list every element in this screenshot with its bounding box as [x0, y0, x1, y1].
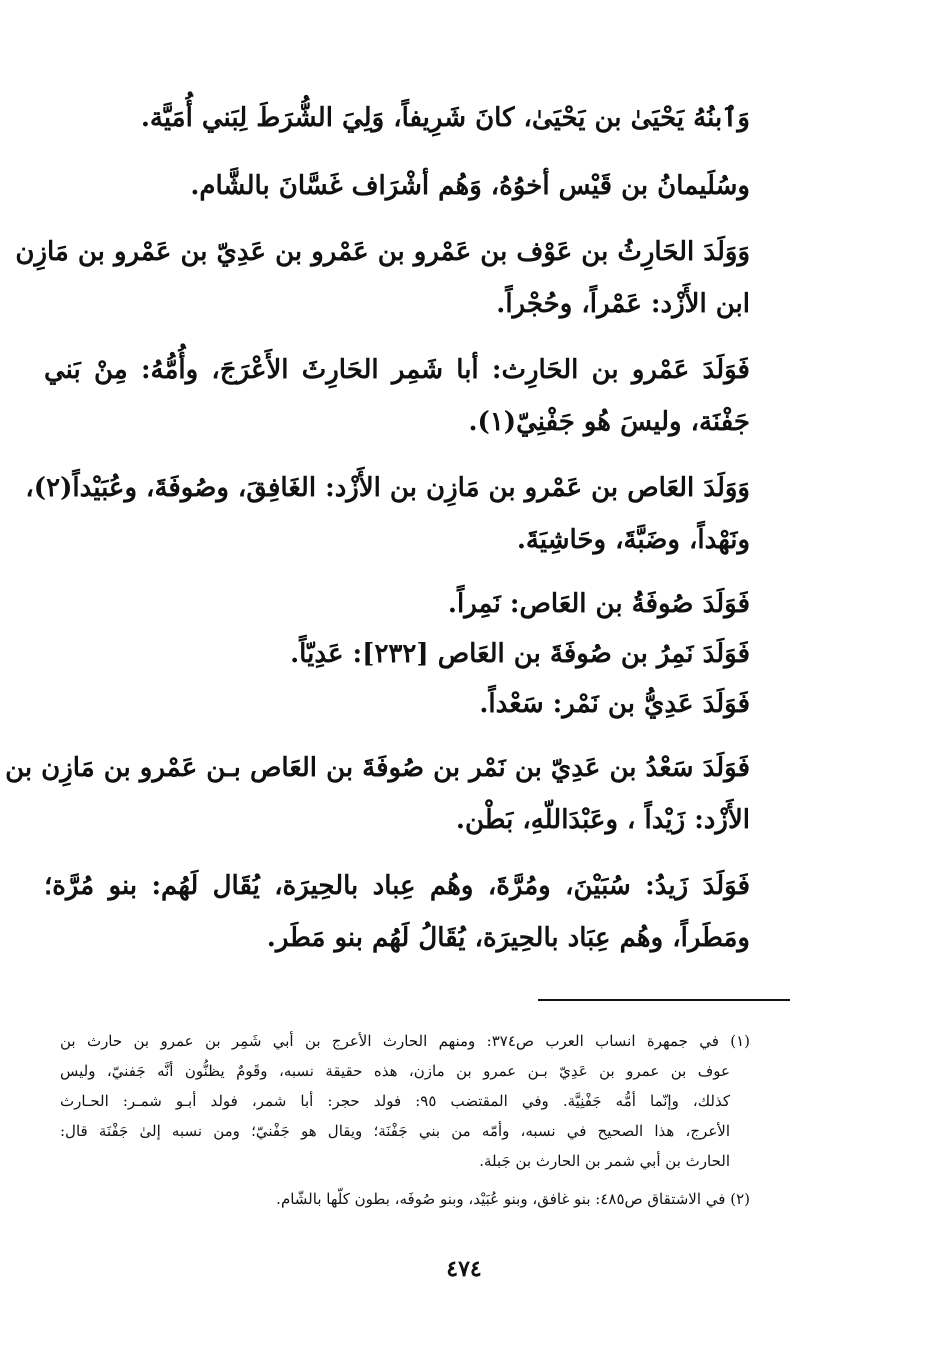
text-line-9: فَوَلَدَ صُوفَةُ بن العَاص: نَمِراً.: [447, 589, 750, 619]
text-line-7: وَوَلَدَ العَاص بن عَمْرو بن مَازِن بن الأَزْد: الغَافِقَ، وصُوفَةَ، وعُبَيْداً(٢)،: [25, 473, 750, 503]
text-line-4: ابن الأَزْد: عَمْراً، وحُجْراً.: [496, 289, 750, 319]
footnote-line-3: كذلك، وإنّما أمُّه جَفْنِيَّة. وفي المقتضب ٩٥: فولد حجر: أبا شمر، فولد أبـو شمـر: الحـارث: [60, 1092, 730, 1110]
text-line-10: فَوَلَدَ نَمِرُ بن صُوفَةَ بن العَاص [٢٣٢]: عَدِيّاً.: [290, 639, 750, 669]
footnote-line-4: الأعرج، هذا الصحيح في نسبه، وأمّه من بني جَفْنَة؛ ويقال هو جَفْنيّ؛ ومن نسبه إلىٰ جَفْنَة قال:: [60, 1122, 730, 1140]
text-line-5: فَوَلَدَ عَمْرو بن الحَارِث: أبا شَمِر الحَارِثَ الأَعْرَجَ، وأُمُّهُ: مِنْ بَني: [44, 355, 750, 385]
text-line-6: جَفْنَة، وليسَ هُو جَفْنِيّ(١).: [468, 407, 750, 437]
text-line-13: الأَزْد: زَيْداً ، وعَبْدَاللّهِ، بَطْن.: [455, 805, 750, 835]
text-line-8: ونَهْداً، وضَبَّةَ، وحَاشِيَةَ.: [516, 525, 750, 555]
text-line-3: وَوَلَدَ الحَارِثُ بن عَوْف بن عَمْرو بن عَمْرو بن عَدِيّ بن عَمْرو بن مَازِن: [15, 237, 750, 267]
text-line-2: وسُلَيمانُ بن قَيْس أخوُهُ، وَهُم أشْرَاف غَسَّانَ بالشَّام.: [190, 171, 750, 201]
text-line-11: فَوَلَدَ عَدِيُّ بن نَمْر: سَعْداً.: [479, 689, 750, 719]
text-line-12: فَوَلَدَ سَعْدُ بن عَدِيّ بن نَمْر بن صُوفَةَ بن العَاص بـن عَمْرو بن مَازِن بن: [5, 753, 750, 783]
footnote-line-6: (٢) في الاشتقاق ص٤٨٥: بنو غافق، وبنو عُبَيْد، وبنو صُوفَه، بطون كلّها بالشّام.: [276, 1190, 750, 1208]
text-line-14: فَوَلَدَ زَيدُ: سُبَيْنَ، ومُرَّةَ، وهُم عِباد بالحِيرَة، يُقَال لَهُم: بنو مُرَّة؛: [44, 871, 750, 901]
footnote-line-1: (١) في جمهرة انساب العرب ص٣٧٤: ومنهم الحارث الأعرج بن أبي شَمِر بن عمرو بن حارث بن: [60, 1032, 750, 1050]
text-line-1: وَٱبنُهُ يَحْيَىٰ بن يَحْيَىٰ، كانَ شَرِيفاً، وَلِيَ الشُّرَطَ لِبَني أُمَيَّة.: [140, 103, 750, 133]
footnote-divider: [538, 999, 790, 1001]
text-line-15: ومَطَراً، وهُم عِبَاد بالحِيرَة، يُقَالُ لَهُم بنو مَطَر.: [266, 923, 750, 953]
footnote-line-2: عوف بن عمرو بن عَدِيّ بـن عمرو بن مازن، هذه حقيقة نسبه، وقَومٌ يظنُّون أنَّه جَفنيّ، وليس: [60, 1062, 730, 1080]
footnote-line-5: الحارث بن أبي شمر بن الحارث بن جَبلة.: [479, 1152, 730, 1170]
page-number: ٤٧٤: [446, 1256, 482, 1282]
